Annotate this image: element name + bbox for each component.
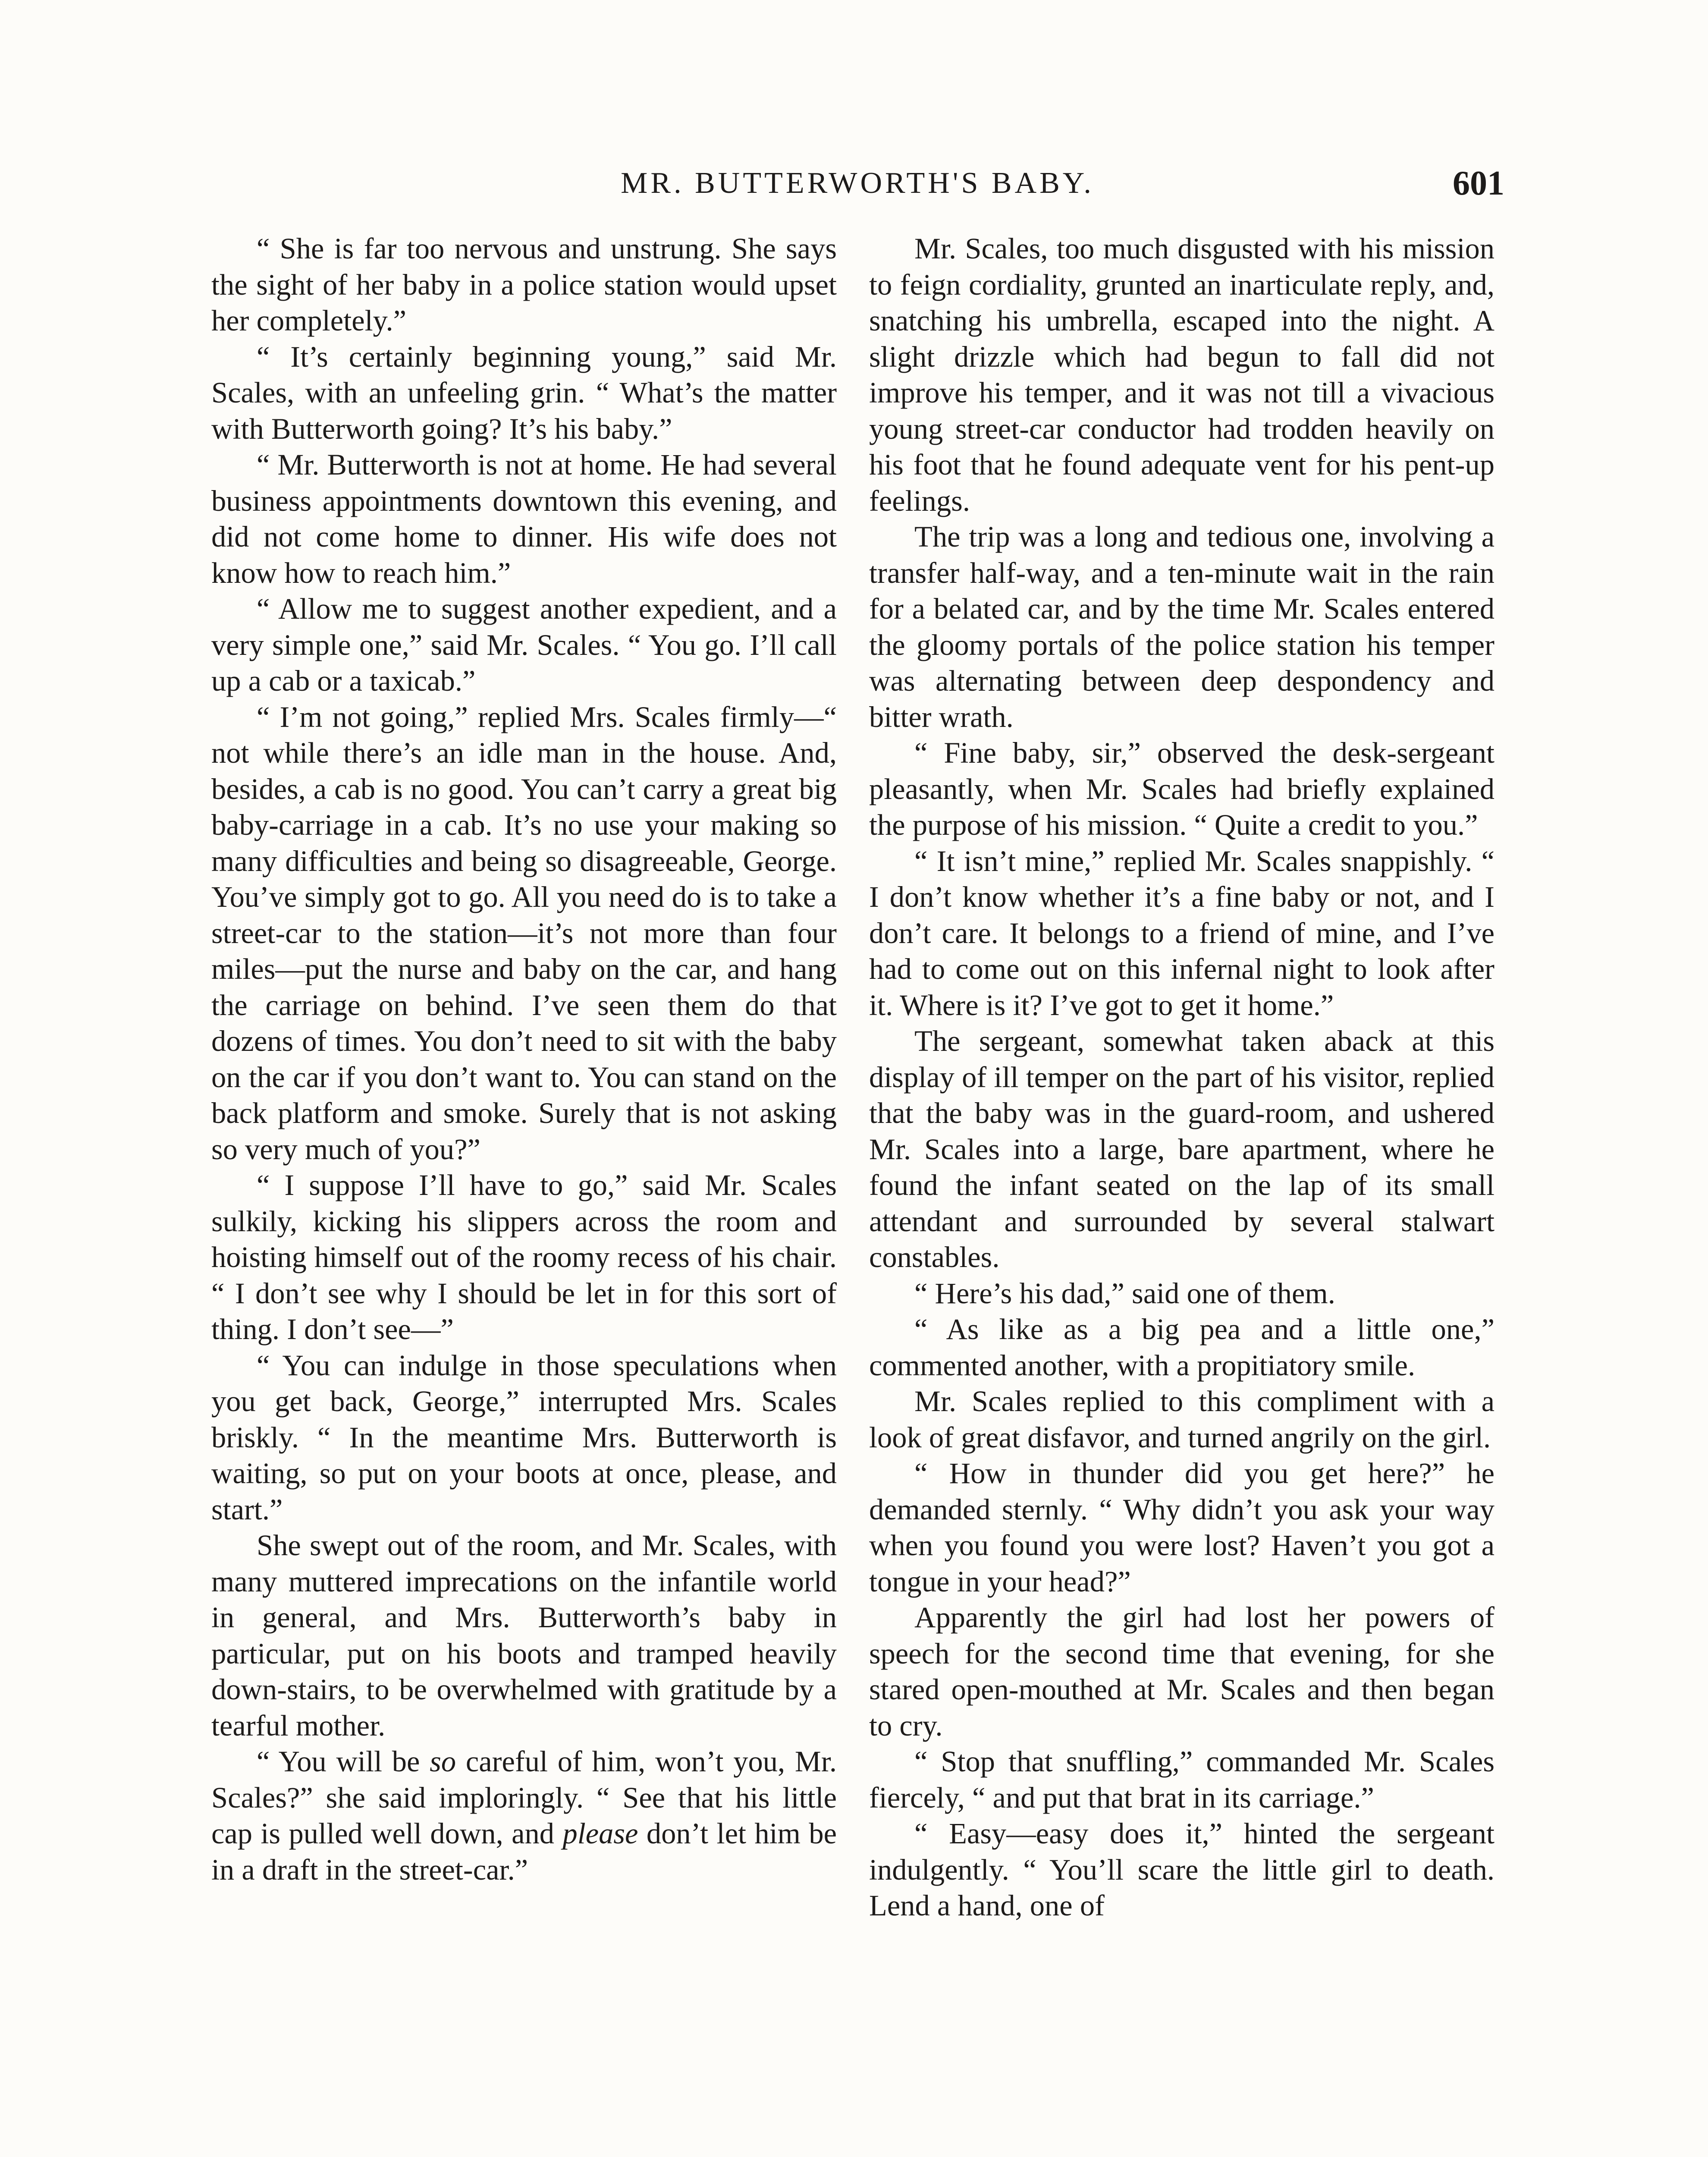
paragraph: “ Stop that snuffling,” commanded Mr. Scales fiercely, “ and put that brat in its carriage.” [869,1745,1494,1814]
paragraph: “ Fine baby, sir,” observed the desk-sergeant pleasantly, when Mr. Scales had briefly explained the purpose of his mission. “ Quite a credit to you.” [869,736,1494,841]
text-run: “ You will be [257,1745,430,1778]
text-run: don’t let him be in a draft in the street-car.” [211,1817,837,1886]
paragraph: “ It isn’t mine,” replied Mr. Scales snappishly. “ I don’t know whether it’s a fine baby or not, and I don’t care. It belongs to a friend of mine, and I’ve had to come out on this infernal night to look after it. Where is it? I’ve got to get it home.” [869,844,1494,1022]
paragraph: “ You can indulge in those speculations when you get back, George,” interrupted Mrs. Scales briskly. “ In the meantime Mrs. Butterworth is waiting, so put on your boots at once, please, and start.” [211,1349,837,1526]
paragraph: The sergeant, somewhat taken aback at this display of ill temper on the part of his visitor, replied that the baby was in the guard-room, and ushered Mr. Scales into a large, bare apartment, where he found the infant seated on the lap of its small attendant and surrounded by several stalwart constables. [869,1025,1494,1273]
paragraph: “ It’s certainly beginning young,” said Mr. Scales, with an unfeeling grin. “ What’s the matter with Butterworth going? It’s his baby.” [211,340,837,445]
paragraph: “ Allow me to suggest another expedient, and a very simple one,” said Mr. Scales. “ You go. I’ll call up a cab or a taxicab.” [211,592,837,697]
paragraph: Mr. Scales replied to this compliment with a look of great disfavor, and turned angrily on the girl. [869,1385,1494,1454]
italic-text: so [430,1745,456,1778]
paragraph: The trip was a long and tedious one, involving a transfer half-way, and a ten-minute wait in the rain for a belated car, and by the time Mr. Scales entered the gloomy portals of the police station his temper was alternating between deep despondency and bitter wrath. [869,520,1494,733]
left-column [211,231,837,2157]
paragraph: “ Easy—easy does it,” hinted the sergeant indulgently. “ You’ll scare the little girl to death. Lend a hand, one of [869,1817,1494,1922]
paragraph: “ Mr. Butterworth is not at home. He had several business appointments downtown this evening, and did not come home to dinner. His wife does not know how to reach him.” [211,448,837,589]
paragraph: “ She is far too nervous and unstrung. She says the sight of her baby in a police station would upset her completely.” [211,232,837,337]
paragraph: “ As like as a big pea and a little one,” commented another, with a propitiatory smile. [869,1313,1494,1382]
running-title: MR. BUTTERWORTH'S BABY. [621,167,1094,200]
running-head [210,160,1504,207]
paragraph: “ How in thunder did you get here?” he demanded sternly. “ Why didn’t you ask your way when you found you were lost? Haven’t you got a tongue in your head?” [869,1457,1494,1598]
text-run: careful of him, won’t you, Mr. Scales?” she said imploringly. “ See that his little cap is pulled well down, and [211,1745,837,1850]
page-number: 601 [1453,164,1504,202]
italic-text: please [562,1817,638,1850]
paragraph: Apparently the girl had lost her powers of speech for the second time that evening, for she stared open-mouthed at Mr. Scales and then began to cry. [869,1601,1494,1742]
paragraph: “ I suppose I’ll have to go,” said Mr. Scales sulkily, kicking his slippers across the room and hoisting himself out of the roomy recess of his chair. “ I don’t see why I should be let in for this sort of thing. I don’t see—” [211,1169,837,1346]
paragraph: She swept out of the room, and Mr. Scales, with many muttered imprecations on the infantile world in general, and Mrs. Butterworth’s baby in particular, put on his boots and tramped heavily down-stairs, to be overwhelmed with gratitude by a tearful mother. [211,1529,837,1742]
paragraph-last [211,1744,837,1888]
right-column [869,231,1494,2157]
paragraph: “ Here’s his dad,” said one of them. [914,1277,1335,1310]
paragraph: Mr. Scales, too much disgusted with his mission to feign cordiality, grunted an inarticulate reply, and, snatching his umbrella, escaped into the night. A slight drizzle which had begun to fall did not improve his temper, and it was not till a vivacious young street-car conductor had trodden heavily on his foot that he found adequate vent for his pent-up feelings. [869,232,1494,517]
paragraph: “ I’m not going,” replied Mrs. Scales firmly—“ not while there’s an idle man in the house. And, besides, a cab is no good. You can’t carry a great big baby-carriage in a cab. It’s no use your making so many difficulties and being so disagreeable, George. You’ve simply got to go. All you need do is to take a street-car to the station—it’s not more than four miles—put the nurse and baby on the car, and hang the carriage on behind. I’ve seen them do that dozens of times. You don’t need to sit with the baby on the car if you don’t want to. You can stand on the back platform and smoke. Surely that is not asking so very much of you?” [211,700,837,1166]
